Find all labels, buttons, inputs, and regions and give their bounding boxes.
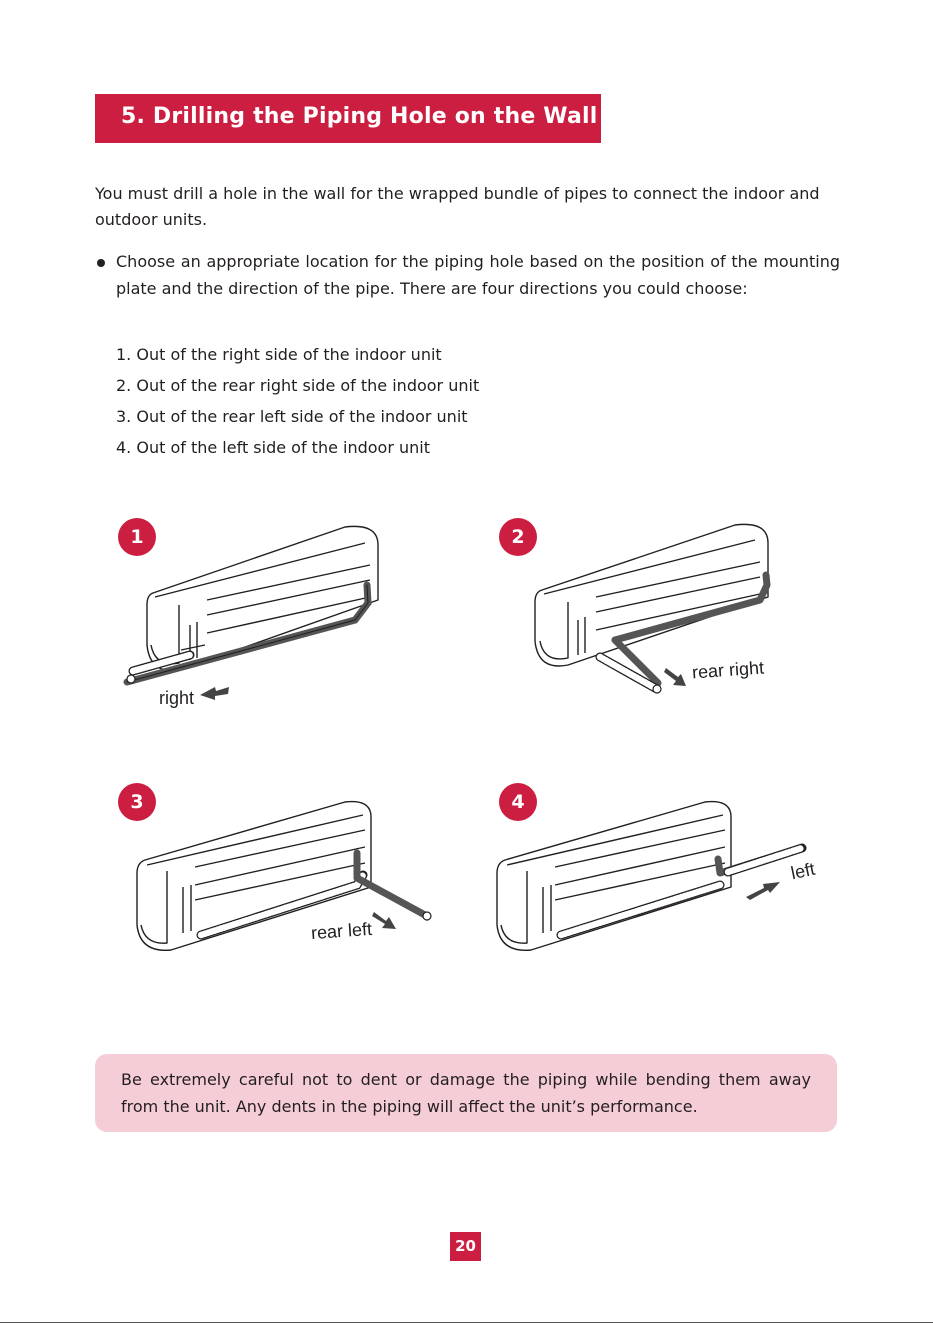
intro-paragraph: You must drill a hole in the wall for the wrapped bundle of pipes to connect the indoor and outdoor units. bbox=[95, 184, 820, 229]
indoor-unit-illustration bbox=[480, 505, 810, 725]
figure-label: right bbox=[159, 688, 195, 708]
caution-note bbox=[95, 1054, 837, 1132]
figure-number-badge: 4 bbox=[499, 783, 537, 821]
page-bottom-divider bbox=[0, 1322, 933, 1323]
direction-option: 4. Out of the left side of the indoor unit bbox=[116, 438, 430, 457]
figure-number-badge: 1 bbox=[118, 518, 156, 556]
figure-left bbox=[480, 775, 830, 975]
figure-label: left bbox=[789, 858, 817, 884]
direction-option: 3. Out of the rear left side of the indoor unit bbox=[116, 407, 468, 426]
bullet-text: Choose an appropriate location for the piping hole based on the position of the mounting plate and the direction of the pipe. There are four directions you could choose: bbox=[116, 252, 840, 298]
figure-right bbox=[95, 505, 425, 725]
section-title: 5. Drilling the Piping Hole on the Wall bbox=[121, 104, 598, 129]
direction-option: 1. Out of the right side of the indoor unit bbox=[116, 345, 442, 364]
figure-rear-left bbox=[95, 775, 445, 975]
figure-rear-right bbox=[480, 505, 810, 725]
figure-label: rear left bbox=[310, 918, 373, 944]
page-number: 20 bbox=[450, 1232, 481, 1261]
direction-options-list bbox=[116, 339, 479, 463]
figure-number-badge: 3 bbox=[118, 783, 156, 821]
section-title-bar bbox=[95, 94, 601, 143]
caution-note-text: Be extremely careful not to dent or damage the piping while bending them away from the unit. Any dents in the piping will affect the unit’s performance. bbox=[121, 1070, 811, 1116]
indoor-unit-illustration bbox=[480, 775, 830, 975]
indoor-unit-illustration bbox=[95, 775, 445, 975]
figure-number-badge: 2 bbox=[499, 518, 537, 556]
figure-label: rear right bbox=[691, 657, 765, 683]
direction-option: 2. Out of the rear right side of the indoor unit bbox=[116, 376, 480, 395]
bullet-item bbox=[95, 249, 840, 302]
bullet-dot-icon bbox=[97, 259, 105, 267]
indoor-unit-illustration bbox=[95, 505, 425, 725]
